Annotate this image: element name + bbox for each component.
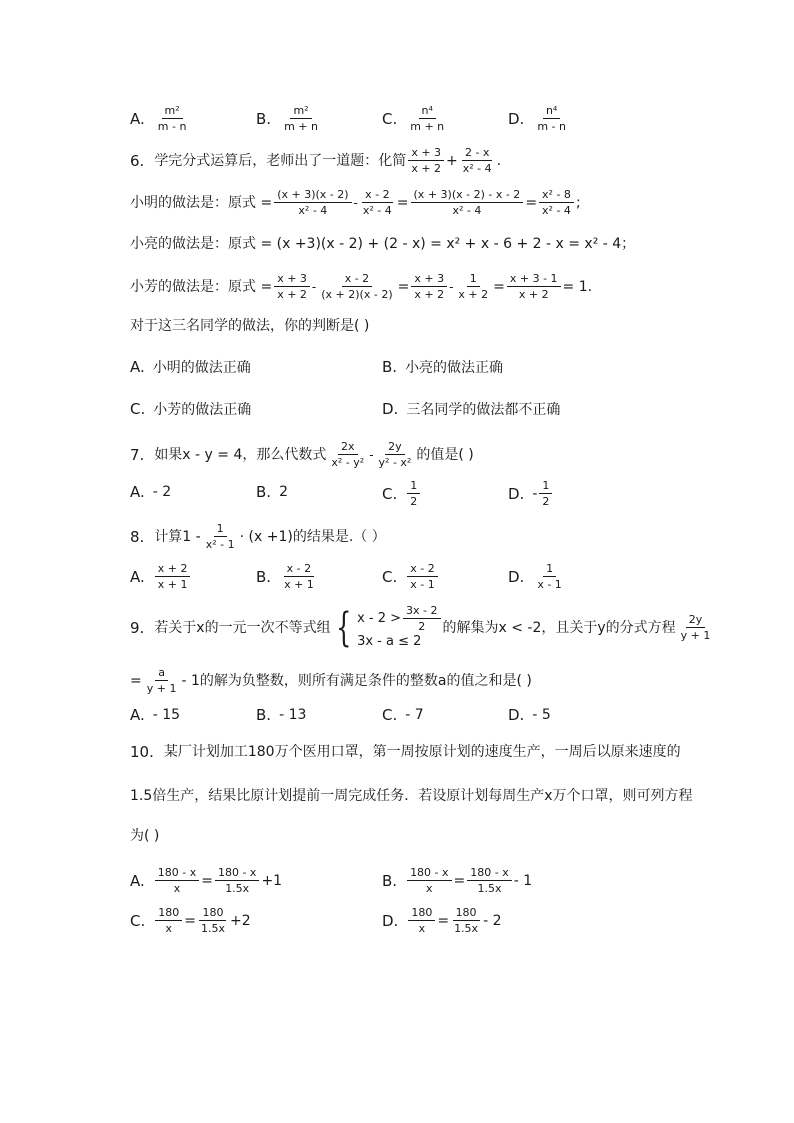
- option-text: - 15: [152, 707, 181, 723]
- fraction-denominator: m - n: [157, 120, 187, 133]
- question-number: 9.: [130, 618, 145, 637]
- fraction-numerator: x + 3: [274, 272, 310, 287]
- option-label: B.: [382, 358, 398, 376]
- fraction-denominator: x² - 4: [298, 204, 328, 217]
- fraction-denominator: m + n: [284, 120, 318, 133]
- fraction-denominator: 1.5x: [225, 882, 250, 895]
- plus-sign: +: [446, 152, 458, 169]
- q9-option-b: [256, 706, 306, 724]
- fraction-denominator: 2: [410, 495, 418, 508]
- fraction-numerator: 1: [467, 272, 480, 287]
- fraction-numerator: 1: [214, 522, 227, 537]
- q8-option-d: [508, 562, 567, 591]
- q9-pre-text: 若关于x的一元一次不等式组: [154, 619, 331, 636]
- equals-sign: =: [184, 912, 196, 929]
- fraction-denominator: x + 1: [157, 578, 188, 591]
- fraction-numerator: 1: [543, 562, 556, 577]
- fraction-numerator: x - 2: [342, 272, 372, 287]
- q10-stem-line1: [130, 742, 681, 762]
- fraction-denominator: 1.5x: [200, 922, 225, 935]
- fraction-numerator: 180: [453, 906, 480, 921]
- equals-sign: =: [397, 278, 410, 295]
- fraction: [155, 104, 190, 133]
- option-label: A.: [130, 706, 145, 724]
- q6-option-c: [130, 399, 251, 419]
- equals-sign: =: [437, 912, 450, 929]
- equals-sign: =: [525, 194, 538, 211]
- fraction-denominator: x: [165, 922, 172, 935]
- fraction-numerator: m²: [162, 104, 183, 119]
- option-label: D.: [382, 400, 399, 418]
- fraction: [155, 906, 182, 935]
- fraction-denominator: x² - 4: [362, 204, 392, 217]
- fraction-denominator: m - n: [537, 120, 566, 133]
- left-brace-icon: {: [335, 604, 351, 651]
- fraction: [408, 146, 444, 175]
- fraction: [328, 440, 367, 469]
- q10-stem-line2: 1.5倍生产，结果比原计划提前一周完成任务．若设原计划每周生产x万个口罩，则可列方程: [130, 788, 693, 804]
- fraction: [360, 188, 395, 217]
- fraction-numerator: x + 2: [155, 562, 191, 577]
- fraction: [215, 866, 259, 895]
- q7-option-d: [508, 479, 554, 508]
- method-prefix: 小芳的做法是：原式 =: [130, 278, 273, 295]
- fraction-denominator: x: [418, 922, 426, 935]
- fraction: [274, 272, 310, 301]
- row1-left: x - 2 >: [357, 610, 402, 626]
- fraction-numerator: m²: [290, 104, 311, 119]
- option-label: C.: [382, 706, 398, 724]
- fraction-denominator: x² - 4: [452, 204, 482, 217]
- q5-option-b: [256, 104, 323, 133]
- fraction: [411, 188, 524, 217]
- option-label: A.: [130, 567, 145, 586]
- fraction: [534, 104, 569, 133]
- option-label: D.: [508, 567, 525, 586]
- fraction-numerator: a: [155, 666, 168, 681]
- fraction-numerator: 180: [199, 906, 226, 921]
- fraction: [407, 866, 451, 895]
- fraction: [507, 272, 561, 301]
- fraction: [144, 666, 180, 695]
- fraction-denominator: x + 2: [411, 162, 442, 175]
- option-label: C.: [382, 567, 398, 586]
- q6-xiaoming-method: [130, 188, 581, 217]
- fraction: [376, 440, 415, 469]
- option-label: B.: [256, 109, 272, 128]
- result: = 1.: [562, 278, 593, 295]
- fraction-numerator: 180 - x: [215, 866, 259, 881]
- fraction: [274, 188, 351, 217]
- fraction-numerator: x - 2: [284, 562, 314, 577]
- fraction-numerator: x - 2: [362, 188, 392, 203]
- q6-stem: [130, 146, 501, 175]
- q10-option-c: [130, 906, 251, 935]
- method-prefix: 小明的做法是：原式 =: [130, 194, 273, 211]
- option-tail: +2: [230, 912, 251, 929]
- q7-stem: [130, 440, 474, 469]
- fraction: [155, 866, 199, 895]
- option-tail: - 1: [513, 872, 533, 889]
- fraction-numerator: 2y: [686, 613, 706, 628]
- q8-option-a: [130, 562, 192, 591]
- fraction-denominator: x + 2: [277, 288, 307, 301]
- option-text: 2: [279, 484, 288, 500]
- fraction: [411, 272, 447, 301]
- fraction-denominator: x² - y²: [331, 456, 365, 469]
- equals-sign: =: [493, 278, 505, 295]
- fraction-denominator: x + 1: [284, 578, 314, 591]
- option-label: B.: [256, 483, 272, 501]
- option-label: D.: [382, 911, 399, 930]
- q9-option-a: [130, 706, 180, 724]
- fraction: [203, 522, 238, 551]
- inequality-system: [331, 604, 443, 651]
- fraction-numerator: 2 - x: [462, 146, 492, 161]
- q6-option-d: [382, 399, 560, 419]
- equals-sign: =: [396, 194, 409, 211]
- fraction-numerator: 1: [407, 479, 420, 494]
- q6-option-b: [382, 357, 503, 377]
- fraction: [403, 604, 440, 633]
- q7-option-b: [256, 483, 288, 501]
- q7-option-c: [382, 479, 422, 508]
- minus-sign: -: [369, 447, 374, 462]
- q10-option-d: [382, 906, 502, 935]
- q8-pre-text: 计算1 -: [154, 528, 201, 545]
- option-label: D.: [508, 706, 525, 724]
- fraction-denominator: 2: [418, 620, 426, 633]
- system-row-2: 3x - a ≤ 2: [357, 634, 422, 649]
- fraction: [408, 906, 435, 935]
- option-text: 小芳的做法正确: [153, 402, 252, 418]
- option-label: B.: [382, 871, 398, 890]
- fraction-numerator: x + 3: [408, 146, 444, 161]
- question-number: 8.: [130, 527, 145, 546]
- q8-option-b: [256, 562, 319, 591]
- fraction-denominator: 2: [542, 495, 550, 508]
- option-label: C.: [130, 400, 146, 418]
- fraction: [407, 479, 420, 508]
- option-label: C.: [130, 911, 146, 930]
- fraction-numerator: x + 3 - 1: [507, 272, 561, 287]
- fraction-numerator: (x + 3)(x - 2): [274, 188, 351, 203]
- fraction: [407, 562, 437, 591]
- fraction-denominator: x² - 4: [542, 204, 571, 217]
- q10-option-b: [382, 866, 532, 895]
- fraction-numerator: 2x: [338, 440, 358, 455]
- fraction: [467, 866, 511, 895]
- option-label: C.: [382, 484, 398, 503]
- option-label: A.: [130, 871, 145, 890]
- fraction: [198, 906, 228, 935]
- q7-option-a: [130, 483, 171, 501]
- option-label: D.: [508, 484, 525, 503]
- fraction: [318, 272, 395, 301]
- fraction-denominator: m + n: [410, 120, 445, 133]
- q9-stem-line2: [130, 666, 532, 695]
- fraction-numerator: 180 - x: [155, 866, 199, 881]
- fraction: [281, 562, 317, 591]
- system-rows: [357, 604, 442, 651]
- question-number: 10.: [130, 743, 154, 761]
- system-row-1: [357, 604, 442, 633]
- q5-option-a: [130, 104, 191, 133]
- fraction-denominator: x² - 4: [462, 162, 492, 175]
- fraction-numerator: x + 3: [411, 272, 447, 287]
- fraction-denominator: x + 2: [414, 288, 445, 301]
- fraction-numerator: (x + 3)(x - 2) - x - 2: [411, 188, 524, 203]
- q6-stem-text: 学完分式运算后，老师出了一道题：化简: [154, 152, 407, 169]
- fraction: [407, 104, 447, 133]
- fraction-numerator: 1: [539, 479, 552, 494]
- option-label: C.: [382, 109, 398, 128]
- option-text: - 13: [279, 707, 307, 723]
- fraction: [539, 479, 552, 508]
- equals-sign: =: [130, 672, 142, 689]
- fraction-denominator: x: [426, 882, 433, 895]
- fraction-denominator: (x + 2)(x - 2): [321, 288, 393, 301]
- option-tail: - 2: [483, 912, 502, 929]
- minus-sign: -: [532, 485, 538, 502]
- option-label: A.: [130, 109, 145, 128]
- fraction-denominator: y + 1: [146, 682, 177, 695]
- fraction-denominator: x - 1: [410, 578, 435, 591]
- fraction-denominator: x + 2: [458, 288, 489, 301]
- option-label: B.: [256, 706, 272, 724]
- fraction: [451, 906, 481, 935]
- fraction-numerator: x - 2: [407, 562, 437, 577]
- equals-sign: =: [201, 872, 213, 889]
- option-text: - 2: [152, 484, 172, 500]
- q6-xiaofang-method: [130, 272, 592, 301]
- q9-option-c: [382, 706, 424, 724]
- q9-line2-text: - 1的解为负整数，则所有满足条件的整数a的值之和是( ): [181, 672, 532, 689]
- option-text: 小明的做法正确: [152, 360, 251, 376]
- q10-option-a: [130, 866, 282, 895]
- minus-sign: -: [311, 279, 317, 294]
- option-label: D.: [508, 109, 525, 128]
- q7-post-text: 的值是( ): [416, 446, 474, 463]
- fraction-denominator: x - 1: [537, 578, 562, 591]
- fraction-numerator: 180 - x: [467, 866, 511, 881]
- q5-option-c: [382, 104, 449, 133]
- option-label: B.: [256, 567, 272, 586]
- fraction-denominator: x: [173, 882, 181, 895]
- q8-option-c: [382, 562, 440, 591]
- q8-post-text: · (x +1)的结果是.（ ）: [239, 528, 386, 545]
- period: .: [496, 152, 502, 169]
- minus-sign: -: [353, 195, 358, 210]
- option-text: - 5: [532, 707, 551, 723]
- q9-option-d: [508, 706, 551, 724]
- fraction: [539, 188, 574, 217]
- q10-line1-text: 某厂计划加工180万个医用口罩，第一周按原计划的速度生产，一周后以原来速度的: [163, 744, 681, 760]
- fraction-denominator: 1.5x: [477, 882, 502, 895]
- option-label: A.: [130, 358, 145, 376]
- option-text: 小亮的做法正确: [405, 360, 504, 376]
- fraction-numerator: 180 - x: [407, 866, 451, 881]
- minus-sign: -: [449, 279, 454, 294]
- fraction: [455, 272, 491, 301]
- fraction-numerator: 180: [408, 906, 435, 921]
- q8-stem: [130, 522, 386, 551]
- fraction: [281, 104, 321, 133]
- fraction-denominator: y² - x²: [378, 456, 412, 469]
- q10-stem-line3: 为( ): [130, 828, 160, 844]
- q5-option-d: [508, 104, 571, 133]
- semicolon: ;: [575, 194, 581, 211]
- option-text: 三名同学的做法都不正确: [406, 402, 561, 418]
- fraction-denominator: x + 2: [518, 288, 549, 301]
- fraction-numerator: n⁴: [543, 104, 560, 119]
- q9-mid-text: 的解集为x < -2，且关于y的分式方程: [442, 619, 676, 636]
- fraction-denominator: 1.5x: [454, 922, 479, 935]
- option-label: A.: [130, 483, 145, 501]
- question-number: 7.: [130, 445, 145, 464]
- q6-option-a: [130, 357, 251, 377]
- fraction-numerator: n⁴: [419, 104, 436, 119]
- question-number: 6.: [130, 151, 145, 170]
- q7-pre-text: 如果x - y = 4，那么代数式: [154, 446, 327, 463]
- fraction-numerator: 180: [155, 906, 182, 921]
- fraction: [155, 562, 191, 591]
- option-text: - 7: [405, 707, 424, 723]
- equals-sign: =: [453, 872, 466, 889]
- fraction: [678, 613, 714, 642]
- fraction-denominator: x² - 1: [205, 538, 235, 551]
- q9-stem-line1: [130, 604, 715, 651]
- fraction: [534, 562, 564, 591]
- fraction: [460, 146, 495, 175]
- fraction-numerator: 3x - 2: [403, 604, 440, 619]
- q6-judge-prompt: 对于这三名同学的做法，你的判断是( ): [130, 318, 370, 334]
- fraction-denominator: y + 1: [680, 629, 711, 642]
- q6-xiaoliang-method: 小亮的做法是：原式 = (x +3)(x - 2) + (2 - x) = x² + x - 6 + 2 - x = x² - 4；: [130, 236, 636, 252]
- option-tail: +1: [261, 872, 283, 889]
- fraction-numerator: x² - 8: [539, 188, 574, 203]
- fraction-numerator: 2y: [385, 440, 405, 455]
